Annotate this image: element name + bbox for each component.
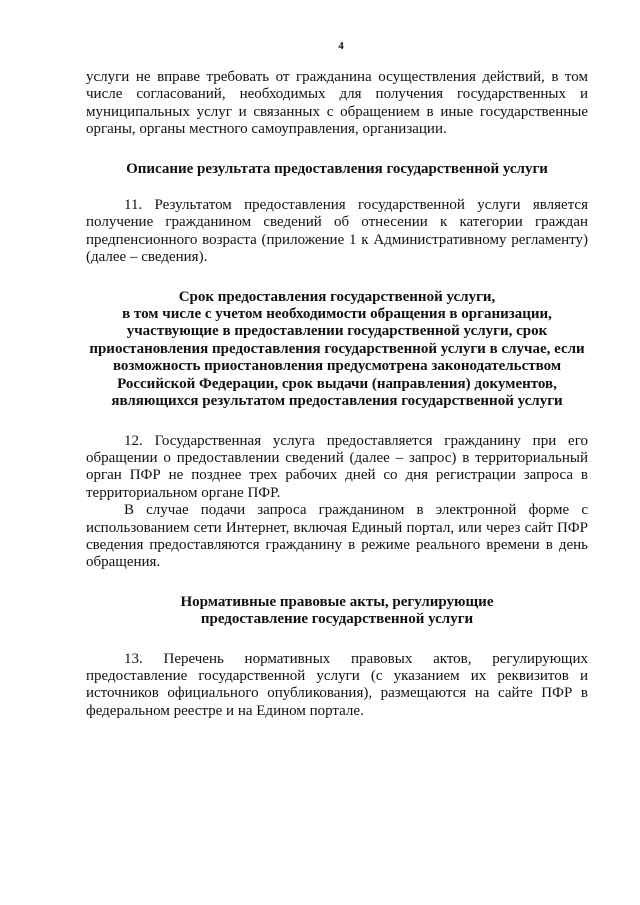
- heading-line: возможность приостановления предусмотрена законодательством: [112, 358, 562, 375]
- heading-line: Срок предоставления государственной услуги,: [178, 288, 496, 305]
- heading-service-term: [86, 289, 588, 411]
- heading-legal-acts: [86, 594, 588, 629]
- heading-line: Нормативные правовые акты, регулирующие: [180, 593, 494, 610]
- heading-line: являющихся результатом предоставления государственной услуги: [111, 393, 563, 410]
- paragraph-12: 12. Государственная услуга предоставляется гражданину при его обращении о предоставлении сведений (далее – запрос) в территориальный орган ПФР не позднее трех рабочих дней со дня регистрации запроса в территориальном органе ПФР.: [86, 432, 588, 501]
- heading-line: в том числе с учетом необходимости обращения в организации,: [122, 306, 552, 323]
- heading-result-description: Описание результата предоставления государственной услуги: [126, 160, 548, 177]
- paragraph-13: 13. Перечень нормативных правовых актов, регулирующих предоставление государственной услуги (с указанием их реквизитов и источников официального опубликования), размещаются на сайте ПФР в федеральном реестре и на Едином портале.: [86, 650, 588, 719]
- paragraph-12-continuation: В случае подачи запроса гражданином в электронной форме с использованием сети Интернет, включая Единый портал, или через сайт ПФР сведения предоставляются гражданину в режиме реального времени в день обращения.: [86, 502, 588, 571]
- heading-line: Российской Федерации, срок выдачи (направления) документов,: [117, 375, 557, 392]
- intro-paragraph: услуги не вправе требовать от гражданина осуществления действий, в том числе согласований, необходимых для получения государственных и муниципальных услуг и связанных с обращением в иные государственные органы, органы местного самоуправления, организации.: [86, 69, 588, 138]
- heading-line: предоставление государственной услуги: [200, 611, 474, 628]
- heading-line: участвующие в предоставлении государственной услуги, срок: [126, 323, 548, 340]
- page-number: 4: [338, 40, 344, 52]
- heading-line: приостановления предоставления государственной услуги в случае, если: [89, 340, 585, 357]
- paragraph-11: 11. Результатом предоставления государственной услуги является получение гражданином сведений об отнесении к категории граждан предпенсионного возраста (приложение 1 к Административному регламенту) (далее – сведения).: [86, 197, 588, 266]
